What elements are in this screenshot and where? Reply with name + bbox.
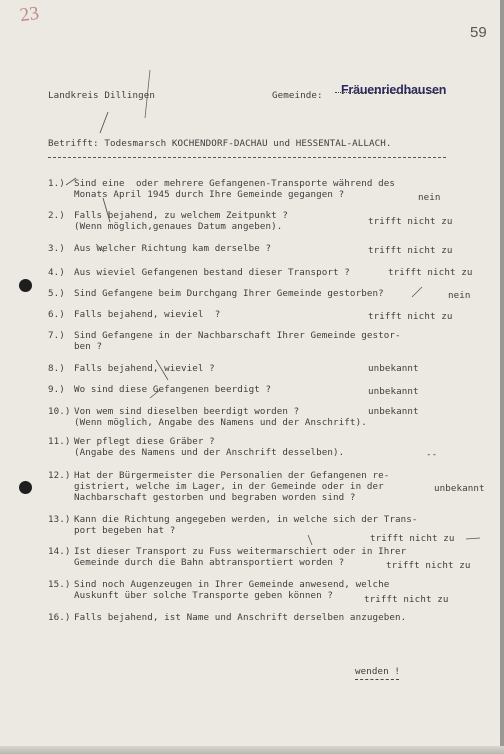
question-line: (Wenn möglich, Angabe des Namens und der Anschrift). [74,417,367,428]
question-number: 4.) [48,267,65,278]
question-15 [48,579,389,601]
scan-edge [500,0,504,754]
question-8 [48,363,215,374]
question-line: Sind eine oder mehrere Gefangenen-Transporte während des [74,178,395,189]
turn-over-note: wenden ! [355,666,401,677]
gemeinde-stamp: Fräuenriedhausen [341,83,447,97]
question-line: Wer pflegt diese Gräber ? [74,436,215,447]
answer-5: nein [448,290,471,301]
question-line: Aus welcher Richtung kam derselbe ? [74,243,272,254]
answer-1: nein [418,192,441,203]
answer-4: trifft nicht zu [388,267,473,278]
question-number: 7.) [48,330,65,341]
question-line: Von wem sind dieselben beerdigt worden ? [74,406,300,417]
question-line: Gemeinde durch die Bahn abtransportiert worden ? [74,557,345,568]
question-2 [48,210,288,232]
question-1 [48,178,395,200]
question-number: 12.) [48,470,71,481]
question-line: ben ? [74,341,103,352]
question-line: Hat der Bürgermeister die Personalien der Gefangenen re- [74,470,390,481]
question-number: 11.) [48,436,71,447]
subject-line: Betrifft: Todesmarsch KOCHENDORF-DACHAU und HESSENTAL-ALLACH. [48,138,392,149]
question-number: 6.) [48,309,65,320]
question-7 [48,330,401,352]
answer-9: unbekannt [368,386,419,397]
question-number: 9.) [48,384,65,395]
gemeinde-dotted-line [335,92,439,93]
question-10 [48,406,367,428]
punch-hole-bottom [19,481,32,494]
question-9 [48,384,271,395]
question-line: Nachbarschaft gestorben und begraben worden sind ? [74,492,356,503]
question-line: Kann die Richtung angegeben werden, in welche sich der Trans- [74,514,418,525]
punch-hole-top [19,279,32,292]
question-number: 1.) [48,178,65,189]
answer-15: trifft nicht zu [364,594,449,605]
question-6 [48,309,220,320]
answer-10: unbekannt [368,406,419,417]
question-16 [48,612,406,623]
question-line: (Wenn möglich,genaues Datum angeben). [74,221,283,232]
question-line: gistriert, welche im Lager, in der Gemeinde oder in der [74,481,384,492]
turn-over-underline [355,679,399,680]
answer-12: unbekannt [434,483,485,494]
question-line: Aus wieviel Gefangenen bestand dieser Transport ? [74,267,350,278]
page-number: 59 [470,24,487,41]
question-number: 15.) [48,579,71,590]
question-line: (Angabe des Namens und der Anschrift desselben). [74,447,345,458]
pencil-page-mark: 23 [18,2,41,27]
question-number: 14.) [48,546,71,557]
question-number: 2.) [48,210,65,221]
question-number: 8.) [48,363,65,374]
answer-6: trifft nicht zu [368,311,453,322]
landkreis-label: Landkreis Dillingen [48,90,155,101]
question-line: Monats April 1945 durch Ihre Gemeinde gegangen ? [74,189,345,200]
answer-2: trifft nicht zu [368,216,453,227]
question-14 [48,546,406,568]
question-line: Ist dieser Transport zu Fuss weitermarschiert oder in Ihrer [74,546,407,557]
question-number: 13.) [48,514,71,525]
answer-13: trifft nicht zu [370,533,455,544]
question-13 [48,514,418,536]
question-line: Falls bejahend, wieviel ? [74,363,215,374]
question-line: Falls bejahend, zu welchem Zeitpunkt ? [74,210,288,221]
answer-3: trifft nicht zu [368,245,453,256]
answer-11: -- [426,449,438,460]
question-3 [48,243,271,254]
answer-14: trifft nicht zu [386,560,471,571]
question-line: Wo sind diese Gefangenen beerdigt ? [74,384,272,395]
question-number: 16.) [48,612,71,623]
gemeinde-label: Gemeinde: [272,90,323,101]
question-line: Sind noch Augenzeugen in Ihrer Gemeinde anwesend, welche [74,579,390,590]
question-5 [48,288,384,299]
question-number: 3.) [48,243,65,254]
question-line: Sind Gefangene beim Durchgang Ihrer Gemeinde gestorben? [74,288,384,299]
question-4 [48,267,350,278]
question-number: 5.) [48,288,65,299]
question-line: Falls bejahend, wieviel ? [74,309,221,320]
question-line: Auskunft über solche Transporte geben können ? [74,590,334,601]
question-line: port begeben hat ? [74,525,176,536]
question-line: Falls bejahend, ist Name und Anschrift derselben anzugeben. [74,612,407,623]
scan-bottom-shadow [0,746,504,754]
question-line: Sind Gefangene in der Nachbarschaft Ihrer Gemeinde gestor- [74,330,401,341]
question-11 [48,436,344,458]
question-12 [48,470,389,503]
question-number: 10.) [48,406,71,417]
answer-8: unbekannt [368,363,419,374]
dashed-rule [48,157,446,158]
